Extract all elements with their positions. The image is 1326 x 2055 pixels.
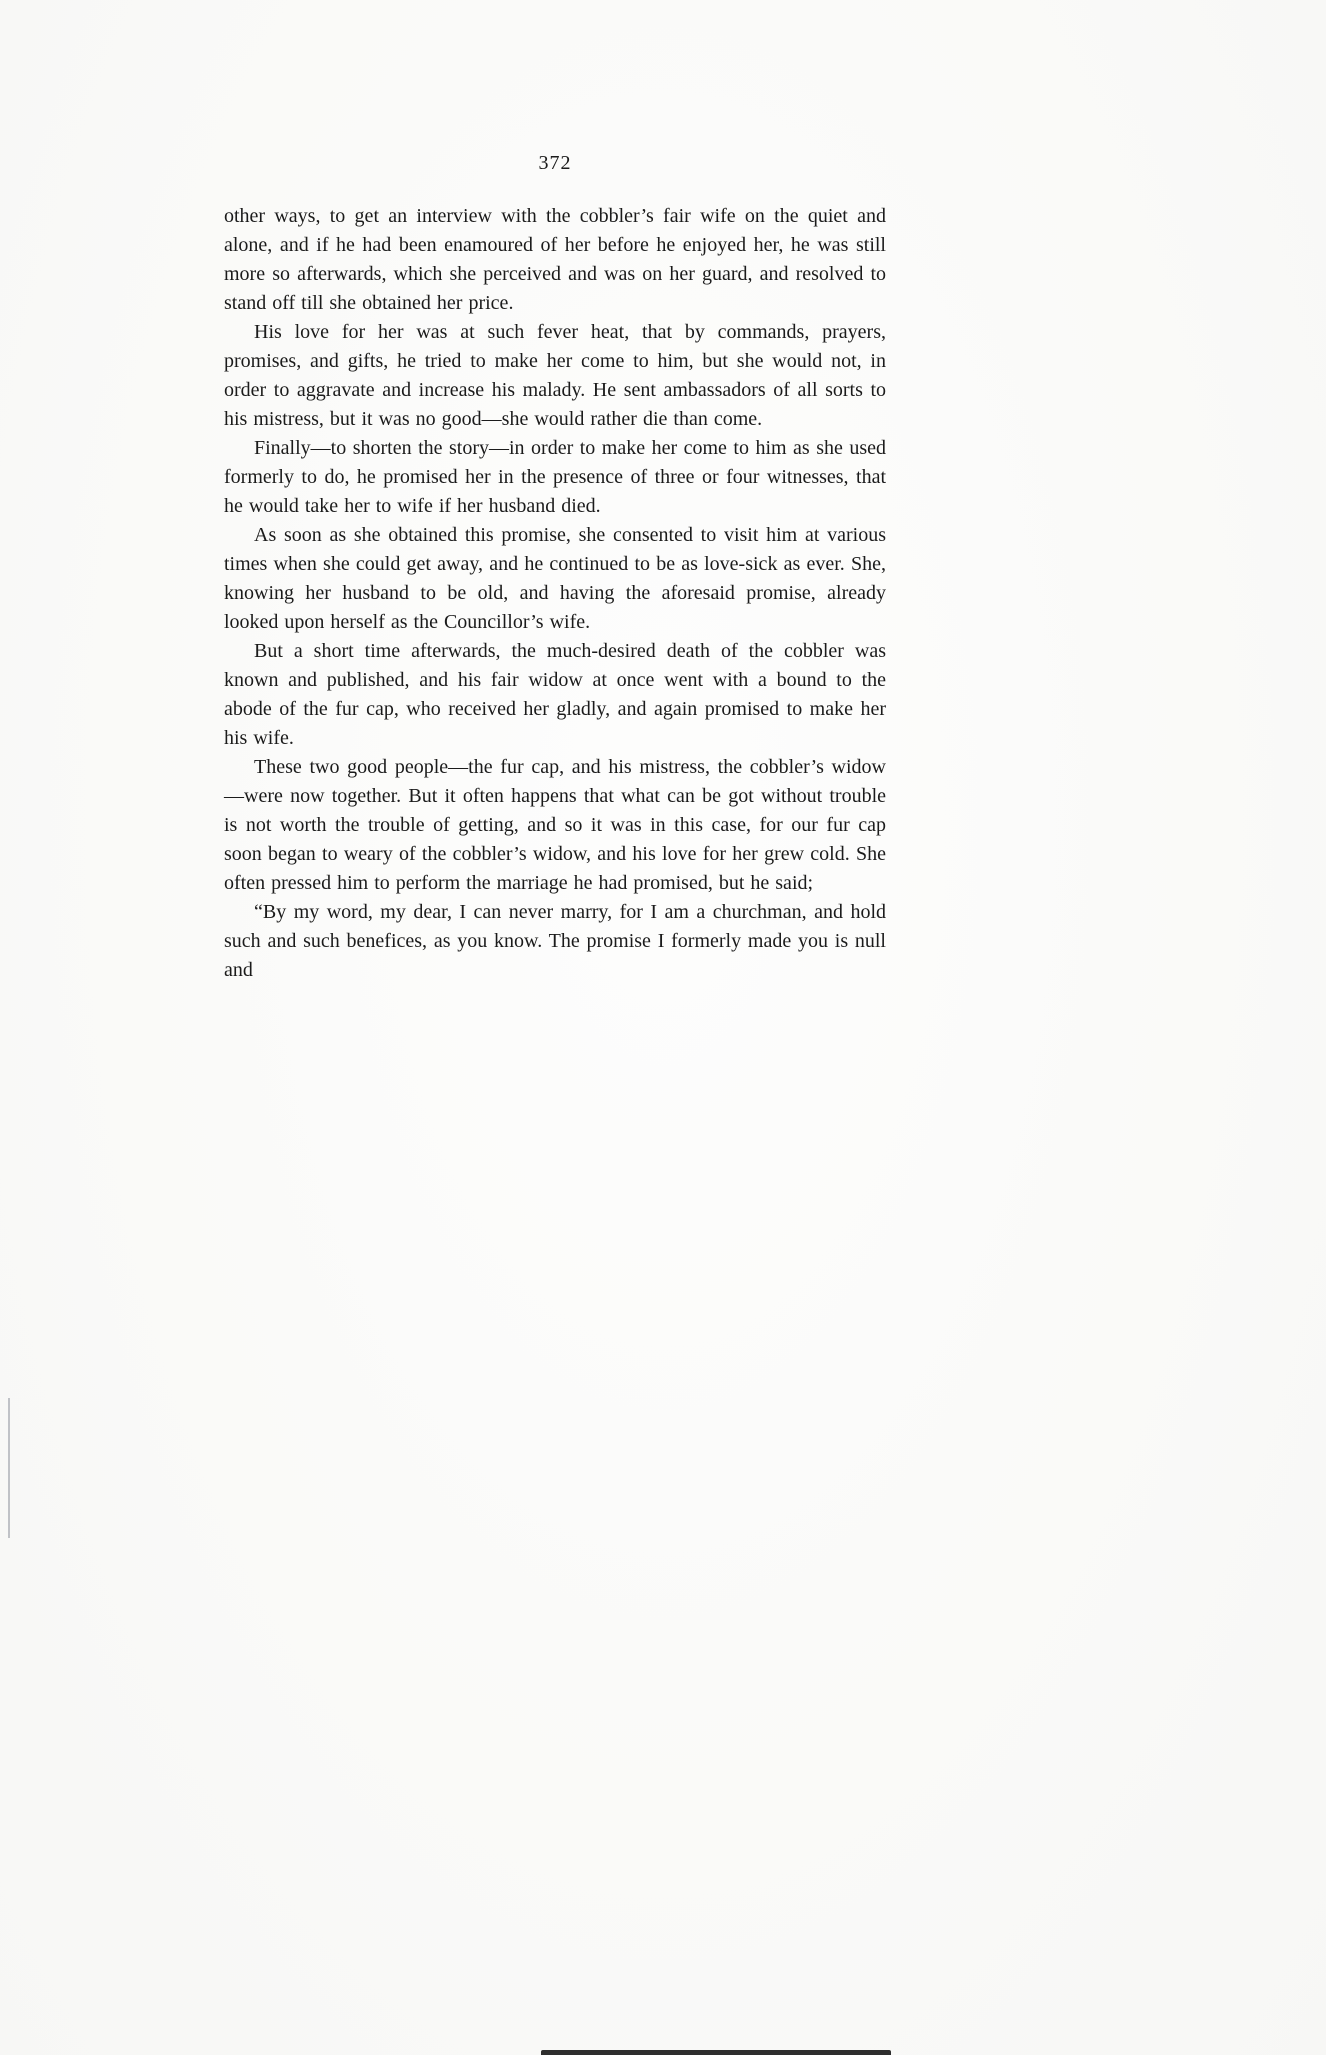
paragraph: These two good people—the fur cap, and his mistress, the cobbler’s widow—were now together. But it often happens that what can be got without trouble is not worth the trouble of getting, and so it was in this case, for our fur cap soon began to weary of the cobbler’s widow, and his love for her grew cold. She often pressed him to perform the marriage he had promised, but he said; — [224, 756, 886, 894]
paragraph: “By my word, my dear, I can never marry, for I am a churchman, and hold such and such benefices, as you know. The promise I formerly made you is null and — [224, 901, 886, 981]
paragraph: His love for her was at such fever heat, that by commands, prayers, promises, and gifts, he tried to make her come to him, but she would not, in order to aggravate and increase his malady. He sent ambassadors of all sorts to his mistress, but it was no good—she would rather die than come. — [224, 321, 886, 430]
paragraph: But a short time afterwards, the much-desired death of the cobbler was known and published, and his fair widow at once went with a bound to the abode of the fur cap, who received her gladly, and again promised to make her his wife. — [224, 640, 886, 749]
paragraph: As soon as she obtained this promise, she consented to visit him at various times when she could get away, and he continued to be as love-sick as ever. She, knowing her husband to be old, and having the aforesaid promise, already looked upon herself as the Councillor’s wife. — [224, 524, 886, 633]
body-text — [224, 202, 886, 985]
paragraph: Finally—to shorten the story—in order to make her come to him as she used formerly to do, he promised her in the presence of three or four witnesses, that he would take her to wife if her husband died. — [224, 437, 886, 517]
scan-artifact-bottom-line — [541, 2050, 891, 2055]
scan-artifact-left-line — [8, 1398, 10, 1538]
paragraph: other ways, to get an interview with the cobbler’s fair wife on the quiet and alone, and if he had been enamoured of her before he enjoyed her, he was still more so afterwards, which she perceived and was on her guard, and resolved to stand off till she obtained her price. — [224, 205, 886, 314]
page-number: 372 — [538, 152, 572, 174]
